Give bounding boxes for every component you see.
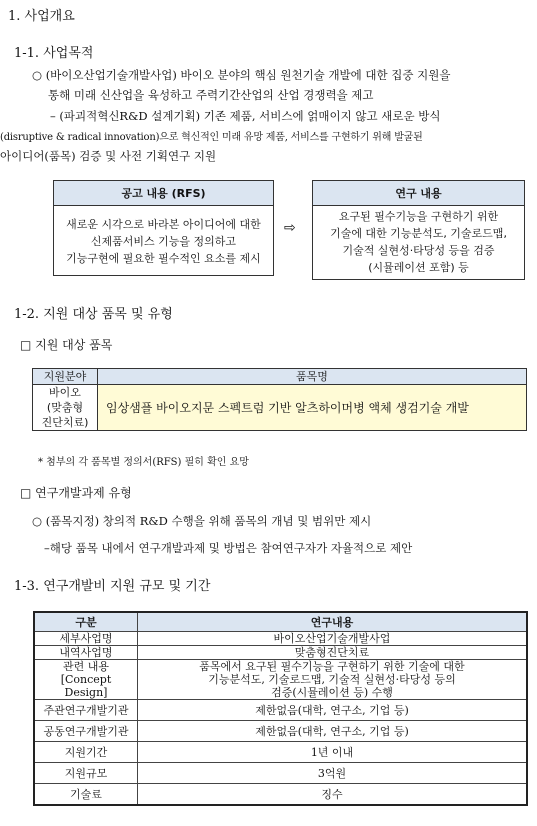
table-row <box>34 721 527 742</box>
subsection-title-1-1: 1-1. 사업목적 <box>14 46 94 61</box>
row-value-line: 기능분석도, 기술로드맵, 기술적 실현성·타당성 등의 <box>208 673 456 686</box>
row-value: 1년 이내 <box>138 742 528 763</box>
category-line: 진단치료) <box>41 416 89 429</box>
table-header: 구분 <box>34 612 138 632</box>
table-row <box>34 784 527 806</box>
research-box-line: 요구된 필수기능을 구현하기 위한 <box>338 210 499 223</box>
subsection-title-1-3: 1-3. 연구개발비 지원 규모 및 기간 <box>14 579 211 594</box>
disruptive-paragraph-line: – (파괴적혁신R&D 설계기획) 기존 제품, 서비스에 얽매이지 않고 새로운 방식 <box>50 109 441 123</box>
funding-table <box>33 611 528 806</box>
project-type-bullet: ○ (품목지정) 창의적 R&D 수행을 위해 품목의 개념 및 범위만 제시 <box>32 514 372 528</box>
row-label: 지원규모 <box>34 763 138 784</box>
row-label-line: [Concept <box>60 673 112 686</box>
research-box-line: 기술적 실현성·타당성 등을 검증 <box>342 244 495 257</box>
row-value: 제한없음(대학, 연구소, 기업 등) <box>138 700 528 721</box>
research-box-header: 연구 내용 <box>313 181 524 206</box>
subsection-title-1-2: 1-2. 지원 대상 품목 및 유형 <box>14 307 173 322</box>
row-label: 주관연구개발기관 <box>34 700 138 721</box>
rfs-box <box>53 180 274 276</box>
table-row <box>34 632 527 646</box>
table-header: 연구내용 <box>138 612 528 632</box>
row-label: 공동연구개발기관 <box>34 721 138 742</box>
research-box-line: (시뮬레이션 포함) 등 <box>368 261 469 274</box>
row-label: 기술료 <box>34 784 138 806</box>
table-header: 품목명 <box>98 369 527 385</box>
row-value <box>138 660 528 700</box>
row-value-line: 검증(시뮬레이션 등) 수행 <box>271 686 393 699</box>
rfs-note: * 첨부의 각 품목별 정의서(RFS) 필히 확인 요망 <box>38 457 249 468</box>
category-line: (맞춤형 <box>46 401 84 414</box>
row-label-line: Design] <box>64 686 108 699</box>
rfs-box-line: 새로운 시각으로 바라본 아이디어에 대한 <box>66 218 261 231</box>
table-row <box>34 646 527 660</box>
category-cell <box>33 385 98 431</box>
project-type-subbullet: –해당 품목 내에서 연구개발과제 및 방법은 참여연구자가 자율적으로 제안 <box>44 541 413 555</box>
table-row <box>33 385 527 431</box>
row-value: 제한없음(대학, 연구소, 기업 등) <box>138 721 528 742</box>
purpose-paragraph-line: ○ (바이오산업기술개발사업) 바이오 분야의 핵심 원천기술 개발에 대한 집중 지원을 <box>32 68 451 82</box>
rfs-box-header: 공고 내용 (RFS) <box>54 181 273 206</box>
disruptive-paragraph-line: 아이디어(품목) 검증 및 사전 기획연구 지원 <box>0 149 217 163</box>
rfs-box-line: 신제품서비스 기능을 정의하고 <box>90 235 237 248</box>
table-row <box>34 700 527 721</box>
disruptive-paragraph-line: (disruptive & radical innovation)으로 혁신적인 미래 유망 제품, 서비스를 구현하기 위해 발굴된 <box>0 132 423 143</box>
rfs-box-line: 기능구현에 필요한 필수적인 요소를 제시 <box>66 252 261 265</box>
row-value: 바이오산업기술개발사업 <box>138 632 528 646</box>
section-title: 1. 사업개요 <box>8 9 75 24</box>
project-type-heading: □ 연구개발과제 유형 <box>20 486 132 500</box>
support-items-table <box>32 368 527 431</box>
row-label <box>34 660 138 700</box>
row-value-line: 품목에서 요구된 필수기능을 구현하기 위한 기술에 대한 <box>199 660 465 673</box>
research-box-line: 기술에 대한 기능분석도, 기술로드맵, <box>330 227 507 240</box>
row-label-line: 관련 내용 <box>62 660 109 673</box>
research-box <box>312 180 525 280</box>
category-line: 바이오 <box>49 386 81 399</box>
purpose-paragraph-line: 통해 미래 신산업을 육성하고 주력기간산업의 산업 경쟁력을 제고 <box>48 88 374 102</box>
table-row <box>34 763 527 784</box>
table-row <box>34 742 527 763</box>
row-value: 3억원 <box>138 763 528 784</box>
arrow-right-icon: ⇨ <box>284 220 296 236</box>
item-name-cell: 임상샘플 바이오지문 스펙트럼 기반 알츠하이머병 액체 생검기술 개발 <box>98 385 527 431</box>
row-label: 세부사업명 <box>34 632 138 646</box>
row-label: 지원기간 <box>34 742 138 763</box>
row-value: 징수 <box>138 784 528 806</box>
row-label: 내역사업명 <box>34 646 138 660</box>
row-value: 맞춤형진단치료 <box>138 646 528 660</box>
table-row <box>34 660 527 700</box>
support-items-heading: □ 지원 대상 품목 <box>20 338 113 352</box>
table-header: 지원분야 <box>33 369 98 385</box>
